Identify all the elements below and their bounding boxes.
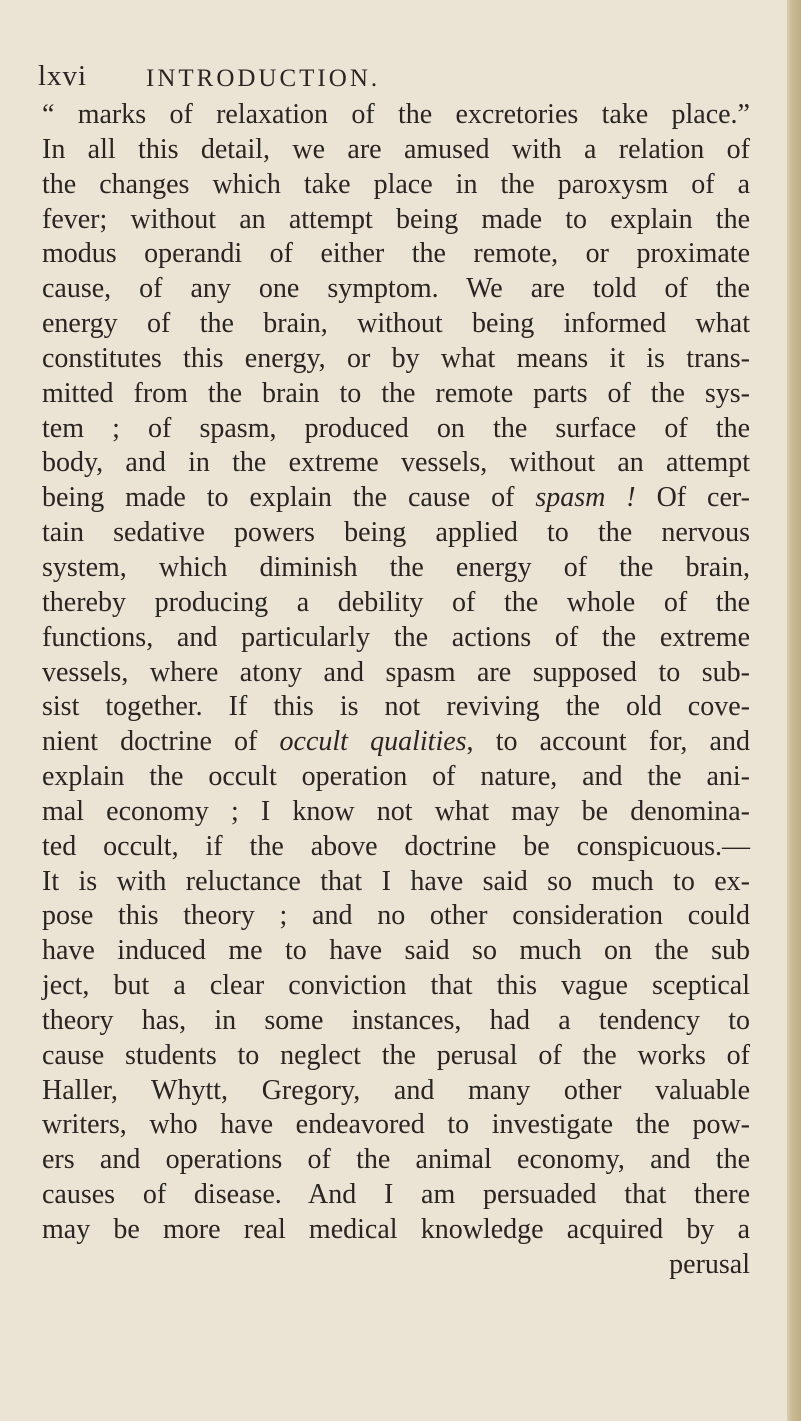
text-line: [42, 168, 750, 203]
text-run: have induced me to have said so much on the sub: [42, 935, 750, 967]
text-line: [42, 725, 750, 760]
text-line: [42, 307, 750, 342]
text-run: ject, but a clear conviction that this vague sceptical: [42, 970, 750, 1002]
text-line: [42, 237, 750, 272]
text-run: mal economy ; I know not what may be denomina-: [42, 795, 750, 827]
text-line: [42, 621, 750, 656]
text-run: may be more real medical knowledge acquired by a: [42, 1214, 750, 1245]
body-text: [42, 98, 750, 1283]
text-line: [42, 690, 750, 725]
text-line: [42, 899, 750, 934]
text-run: being made to explain the cause of: [42, 482, 536, 514]
text-line: [42, 203, 750, 238]
text-run: tain sedative powers being applied to the nervous: [42, 517, 750, 549]
text-line: [42, 969, 750, 1004]
text-run: pose this theory ; and no other consideration could: [42, 900, 750, 932]
text-run: In all this detail, we are amused with a relation of: [42, 133, 750, 165]
text-line: [42, 481, 750, 516]
text-run: body, and in the extreme vessels, without an attempt: [42, 447, 750, 479]
text-run: fever; without an attempt being made to explain the: [42, 203, 750, 235]
text-line: [42, 795, 750, 830]
text-line: [42, 1108, 750, 1143]
text-run: vessels, where atony and spasm are supposed to sub-: [42, 656, 750, 688]
text-line: [42, 1143, 750, 1178]
italic-phrase: spasm !: [535, 482, 636, 514]
text-run: ers and operations of the animal economy, and the: [42, 1144, 750, 1176]
text-run: perusal: [669, 1248, 750, 1280]
page-number: lxvi: [38, 60, 88, 92]
text-line: [42, 934, 750, 969]
text-line: [42, 1004, 750, 1039]
text-run: Of cer-: [635, 482, 750, 514]
text-run: ted occult, if the above doctrine be conspicuous.—: [42, 830, 750, 862]
text-line: [42, 272, 750, 307]
text-run: It is with reluctance that I have said so much to ex-: [42, 865, 750, 897]
catchword: [42, 1248, 750, 1283]
text-run: mitted from the brain to the remote parts of the sys-: [42, 377, 750, 409]
text-line: [42, 1074, 750, 1109]
text-run: system, which diminish the energy of the brain,: [42, 551, 750, 583]
text-line: [42, 342, 750, 377]
text-line: [42, 865, 750, 900]
text-line: [42, 133, 750, 168]
text-line: [42, 377, 750, 412]
text-run: writers, who have endeavored to investigate the pow-: [42, 1109, 750, 1141]
text-run: causes of disease. And I am persuaded that there: [42, 1179, 750, 1211]
text-run: thereby producing a debility of the whole of the: [42, 586, 750, 618]
text-line: [42, 760, 750, 795]
text-run: functions, and particularly the actions of the extreme: [42, 621, 750, 653]
text-run: cause students to neglect the perusal of the works of: [42, 1039, 750, 1071]
text-line: [42, 1178, 750, 1213]
text-run: modus operandi of either the remote, or proximate: [42, 238, 750, 270]
text-run: theory has, in some instances, had a tendency to: [42, 1004, 750, 1036]
text-run: “ marks of relaxation of the excretories take place.”: [42, 99, 750, 130]
text-line: [42, 551, 750, 586]
text-line: [42, 830, 750, 865]
page-edge: [787, 0, 801, 1421]
text-line: [42, 516, 750, 551]
text-line: [42, 446, 750, 481]
text-run: , to account for, and: [466, 726, 750, 758]
text-run: nient doctrine of: [42, 726, 280, 758]
text-line: [42, 656, 750, 691]
text-line: [42, 1039, 750, 1074]
text-line: [42, 98, 750, 133]
text-run: the changes which take place in the paroxysm of a: [42, 168, 750, 200]
text-run: constitutes this energy, or by what means it is trans-: [42, 342, 750, 374]
text-run: explain the occult operation of nature, and the ani-: [42, 761, 750, 793]
page-header: [38, 60, 738, 100]
text-run: tem ; of spasm, produced on the surface of the: [42, 412, 750, 444]
text-line: [42, 1213, 750, 1248]
text-run: cause, of any one symptom. We are told of the: [42, 273, 750, 305]
running-head: INTRODUCTION.: [146, 65, 381, 92]
text-run: sist together. If this is not reviving the old cove-: [42, 691, 750, 723]
text-line: [42, 586, 750, 621]
text-run: Haller, Whytt, Gregory, and many other valuable: [42, 1074, 750, 1106]
text-run: energy of the brain, without being informed what: [42, 308, 750, 340]
italic-phrase: occult qualities: [279, 726, 467, 758]
text-line: [42, 412, 750, 447]
